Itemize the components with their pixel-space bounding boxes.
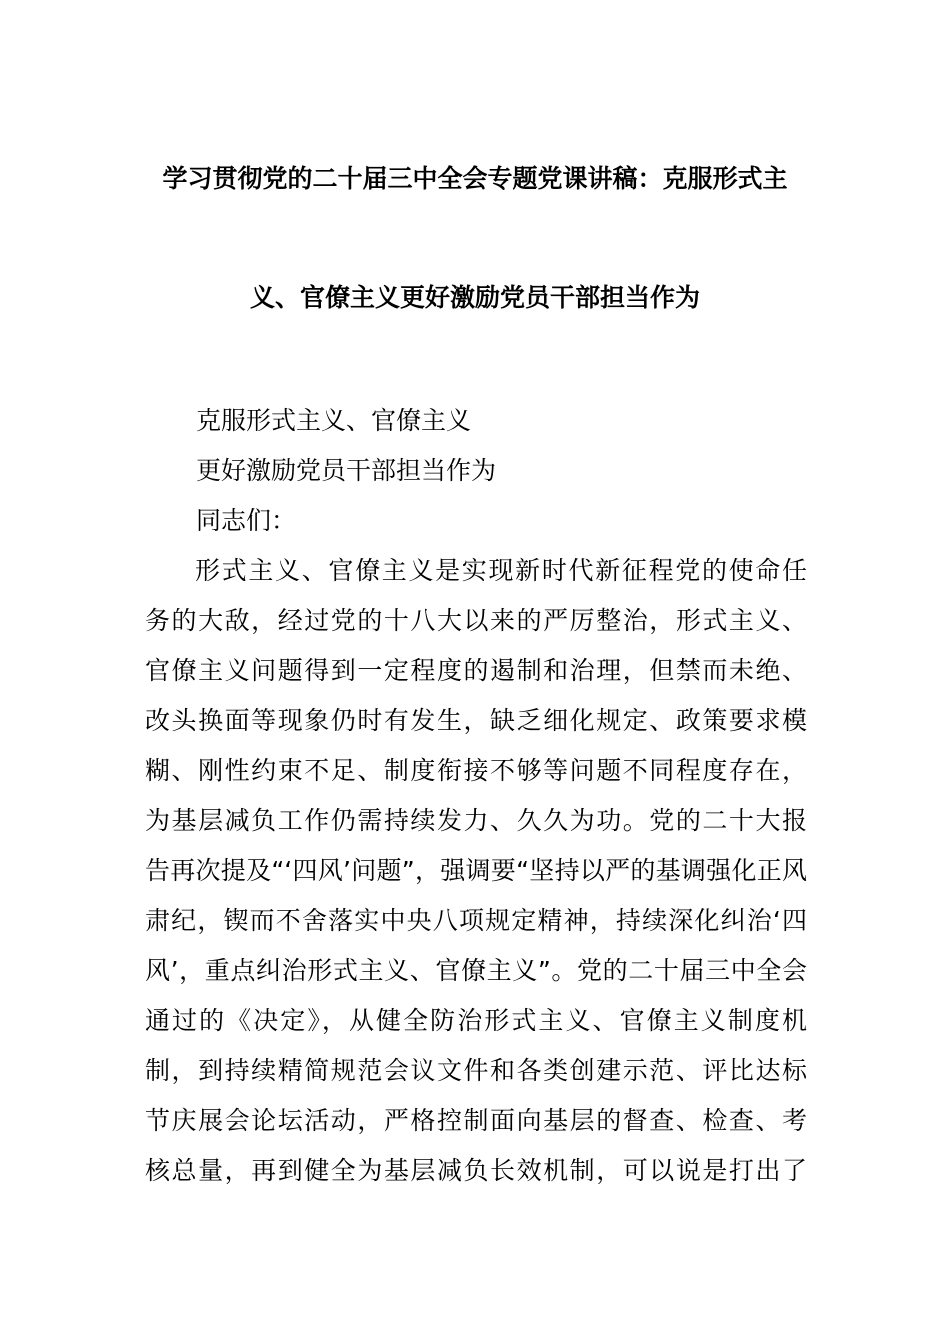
body-line: 官僚主义问题得到一定程度的遏制和治理，但禁而未绝、 xyxy=(145,656,807,685)
salutation: 同志们： xyxy=(196,506,297,535)
body-line: 肃纪，锲而不舍落实中央八项规定精神，持续深化纠治‘四 xyxy=(145,906,807,935)
body-line: 糊、刚性约束不足、制度衔接不够等问题不同程度存在， xyxy=(145,756,807,785)
body-paragraph xyxy=(145,555,807,1205)
body-line: 为基层减负工作仍需持续发力、久久为功。党的二十大报 xyxy=(145,806,807,835)
body-line: 告再次提及“‘四风’问题”，强调要“坚持以严的基调强化正风 xyxy=(145,856,807,885)
body-line: 制，到持续精简规范会议文件和各类创建示范、评比达标 xyxy=(145,1056,807,1085)
body-line: 节庆展会论坛活动，严格控制面向基层的督查、检查、考 xyxy=(145,1106,807,1135)
body-line: 改头换面等现象仍时有发生，缺乏细化规定、政策要求模 xyxy=(145,706,807,735)
body-line: 形式主义、官僚主义是实现新时代新征程党的使命任 xyxy=(195,556,807,585)
body-line: 核总量，再到健全为基层减负长效机制，可以说是打出了 xyxy=(145,1156,807,1185)
subheading-2: 更好激励党员干部担当作为 xyxy=(196,456,497,485)
body-line: 务的大敌，经过党的十八大以来的严厉整治，形式主义、 xyxy=(145,606,807,635)
subheading-1: 克服形式主义、官僚主义 xyxy=(196,406,472,435)
body-line: 风’，重点纠治形式主义、官僚主义”。党的二十届三中全会 xyxy=(145,956,807,985)
body-line: 通过的《决定》，从健全防治形式主义、官僚主义制度机 xyxy=(145,1006,807,1035)
document-title-line-2: 义、官僚主义更好激励党员干部担当作为 xyxy=(249,283,700,312)
document-title-line-1: 学习贯彻党的二十届三中全会专题党课讲稿：克服形式主 xyxy=(162,164,788,193)
